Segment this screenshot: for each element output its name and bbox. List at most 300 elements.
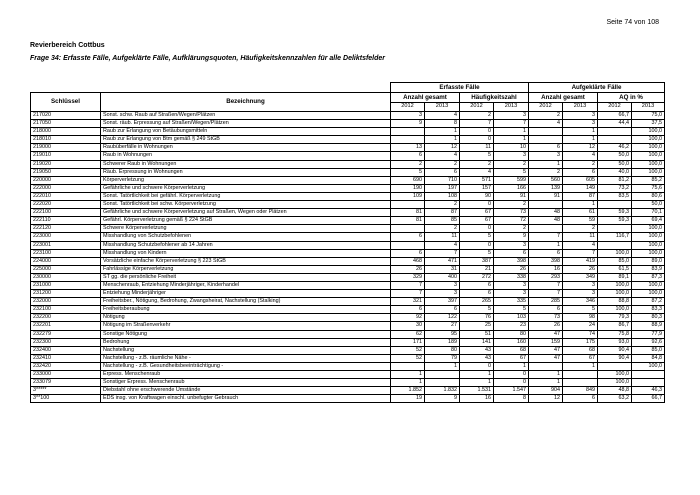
value-cell: 9 [425, 395, 460, 403]
table-row [31, 241, 665, 249]
value-cell: 26 [563, 265, 598, 273]
key-cell: 217050 [31, 120, 101, 128]
value-cell: 100,0 [632, 136, 665, 144]
value-cell: 849 [563, 387, 598, 395]
table-row [31, 168, 665, 176]
value-cell: 3 [425, 281, 460, 289]
value-cell: 92 [391, 314, 425, 322]
value-cell: 6 [529, 249, 563, 257]
table-row [31, 371, 665, 379]
value-cell: 1.531 [460, 387, 494, 395]
table-row [31, 322, 665, 330]
value-cell: 100,0 [632, 290, 665, 298]
value-cell: 5 [563, 306, 598, 314]
value-cell: 5 [460, 152, 494, 160]
description-cell: Sonst. räub. Erpressung auf Straßen/Wegen/Plätzen [101, 120, 391, 128]
table-row [31, 209, 665, 217]
value-cell: 73 [494, 209, 529, 217]
table-row [31, 379, 665, 387]
subheader-anzahl-aufgeklaert: Anzahl gesamt [529, 93, 598, 103]
key-cell: 232279 [31, 330, 101, 338]
value-cell: 285 [529, 298, 563, 306]
value-cell: 1 [460, 371, 494, 379]
value-cell: 27 [425, 322, 460, 330]
value-cell: 62 [391, 330, 425, 338]
key-cell: 223000 [31, 233, 101, 241]
value-cell: 43 [460, 354, 494, 362]
key-cell: 219010 [31, 152, 101, 160]
value-cell: 1 [460, 379, 494, 387]
value-cell: 335 [494, 298, 529, 306]
value-cell: 52 [391, 354, 425, 362]
value-cell: 599 [494, 176, 529, 184]
column-header-description: Bezeichnung [101, 93, 391, 112]
value-cell [598, 201, 632, 209]
year-header: 2013 [632, 103, 665, 112]
description-cell: Gefährliche und schwere Körperverletzung auf Straßen, Wegen oder Plätzen [101, 209, 391, 217]
value-cell: 80,6 [632, 192, 665, 200]
value-cell: 47 [529, 330, 563, 338]
value-cell: 0 [460, 136, 494, 144]
value-cell: 98 [563, 314, 598, 322]
value-cell: 59,3 [598, 217, 632, 225]
value-cell: 6 [563, 395, 598, 403]
value-cell: 166 [494, 184, 529, 192]
value-cell: 5 [460, 249, 494, 257]
description-cell: Schwerer Raub in Wohnungen [101, 160, 391, 168]
value-cell: 95 [425, 330, 460, 338]
value-cell: 77,9 [632, 330, 665, 338]
value-cell: 1.852 [391, 387, 425, 395]
value-cell: 2 [425, 225, 460, 233]
value-cell: 293 [529, 273, 563, 281]
description-cell: Freiheitsber., Nötigung, Bedrohung, Zwangsheirat, Nachstellung (Stalking) [101, 298, 391, 306]
value-cell: 3 [494, 281, 529, 289]
value-cell: 0 [494, 379, 529, 387]
value-cell: 4 [563, 152, 598, 160]
value-cell: 5 [460, 233, 494, 241]
value-cell: 397 [425, 298, 460, 306]
value-cell: 7 [391, 281, 425, 289]
key-cell: 222120 [31, 225, 101, 233]
key-cell: 233000 [31, 371, 101, 379]
value-cell: 139 [529, 184, 563, 192]
value-cell [529, 201, 563, 209]
value-cell: 21 [460, 265, 494, 273]
value-cell: 4 [529, 120, 563, 128]
value-cell: 2 [494, 225, 529, 233]
value-cell: 0 [494, 371, 529, 379]
description-cell: EDS insg. von Kraftwagen einschl. unbefugter Gebrauch [101, 395, 391, 403]
value-cell: 87,3 [632, 273, 665, 281]
value-cell: 86,7 [598, 322, 632, 330]
value-cell: 80,3 [632, 314, 665, 322]
value-cell: 100,0 [632, 128, 665, 136]
value-cell: 189 [425, 338, 460, 346]
value-cell: 560 [529, 176, 563, 184]
key-cell: 222110 [31, 217, 101, 225]
table-row [31, 160, 665, 168]
table-row [31, 281, 665, 289]
key-cell: 232420 [31, 362, 101, 370]
value-cell: 7 [563, 249, 598, 257]
group-header-erfasst: Erfasste Fälle [391, 83, 529, 93]
value-cell: 73,2 [598, 184, 632, 192]
value-cell: 70,1 [632, 209, 665, 217]
description-cell: Körperverletzung [101, 176, 391, 184]
description-cell: Raub zur Erlangung von Betäubungsmitteln [101, 128, 391, 136]
value-cell: 50,0 [598, 160, 632, 168]
value-cell: 5 [494, 168, 529, 176]
value-cell: 1 [529, 371, 563, 379]
value-cell [598, 241, 632, 249]
value-cell: 3 [425, 290, 460, 298]
value-cell: 90,4 [598, 346, 632, 354]
value-cell: 88,8 [598, 298, 632, 306]
value-cell: 2 [529, 168, 563, 176]
value-cell: 12 [425, 144, 460, 152]
key-cell: 231200 [31, 290, 101, 298]
value-cell: 30 [391, 322, 425, 330]
value-cell [598, 136, 632, 144]
value-cell: 83,3 [632, 306, 665, 314]
value-cell: 338 [494, 273, 529, 281]
region-title: Revierbereich Cottbus [30, 42, 105, 49]
value-cell [391, 225, 425, 233]
value-cell: 1 [425, 136, 460, 144]
value-cell: 47 [529, 354, 563, 362]
value-cell [391, 136, 425, 144]
description-cell: Vorsätzliche einfache Körperverletzung § 223 StGB [101, 257, 391, 265]
table-row [31, 120, 665, 128]
table-row [31, 249, 665, 257]
table-row [31, 233, 665, 241]
value-cell: 710 [425, 176, 460, 184]
value-cell: 68 [494, 346, 529, 354]
description-cell: Sonst. Tatörtlichkeit bei gefährl. Körperverletzung [101, 192, 391, 200]
description-cell: Gefährliche und schwere Körperverletzung [101, 184, 391, 192]
value-cell: 89,1 [598, 273, 632, 281]
value-cell: 100,0 [632, 152, 665, 160]
key-cell: 232400 [31, 346, 101, 354]
value-cell: 904 [529, 387, 563, 395]
table-row [31, 273, 665, 281]
description-cell: Misshandlung von Kindern [101, 249, 391, 257]
value-cell: 0 [460, 362, 494, 370]
value-cell: 1 [391, 371, 425, 379]
description-cell: Nötigung [101, 314, 391, 322]
value-cell: 92,6 [632, 338, 665, 346]
value-cell: 66,7 [632, 395, 665, 403]
description-cell: ST gg. die persönliche Freiheit [101, 273, 391, 281]
year-header: 2012 [391, 103, 425, 112]
table-row [31, 225, 665, 233]
description-cell: Nötigung im Straßenverkehr [101, 322, 391, 330]
year-header: 2012 [598, 103, 632, 112]
year-header: 2013 [425, 103, 460, 112]
value-cell: 90,4 [598, 354, 632, 362]
value-cell: 109 [391, 192, 425, 200]
value-cell: 81 [391, 217, 425, 225]
description-cell: Sonstiger Erpress. Menschenraub [101, 379, 391, 387]
description-cell: Raubüberfälle in Wohnungen [101, 144, 391, 152]
key-cell: 232100 [31, 306, 101, 314]
table-row [31, 192, 665, 200]
column-header-key: Schlüssel [31, 93, 101, 112]
description-cell: Entziehung Minderjähriger [101, 290, 391, 298]
value-cell: 6 [391, 306, 425, 314]
group-header-aufgeklaert: Aufgeklärte Fälle [529, 83, 665, 93]
value-cell: 1.547 [494, 387, 529, 395]
table-row [31, 338, 665, 346]
description-cell: Raub zur Erlangung von Btm gemäß § 249 StGB [101, 136, 391, 144]
value-cell [391, 241, 425, 249]
value-cell: 100,0 [598, 281, 632, 289]
value-cell: 175 [563, 338, 598, 346]
value-cell: 6 [529, 306, 563, 314]
value-cell: 61,5 [598, 265, 632, 273]
value-cell: 2 [563, 160, 598, 168]
value-cell: 471 [425, 257, 460, 265]
value-cell: 87,2 [632, 298, 665, 306]
value-cell: 265 [460, 298, 494, 306]
table-row [31, 112, 665, 120]
key-cell: 225000 [31, 265, 101, 273]
value-cell: 6 [494, 249, 529, 257]
year-header: 2013 [494, 103, 529, 112]
value-cell: 51 [460, 330, 494, 338]
value-cell: 1 [425, 128, 460, 136]
value-cell: 46,2 [598, 144, 632, 152]
description-cell: Misshandlung von Schutzbefohlenen [101, 233, 391, 241]
value-cell: 88,9 [632, 322, 665, 330]
value-cell: 1 [391, 379, 425, 387]
value-cell: 85 [425, 217, 460, 225]
table-row [31, 290, 665, 298]
value-cell: 83,5 [598, 192, 632, 200]
value-cell: 1.832 [425, 387, 460, 395]
value-cell: 1 [425, 362, 460, 370]
value-cell: 171 [391, 338, 425, 346]
value-cell: 100,0 [598, 306, 632, 314]
value-cell: 1 [563, 362, 598, 370]
value-cell: 321 [391, 298, 425, 306]
table-row [31, 298, 665, 306]
value-cell: 46,3 [632, 387, 665, 395]
value-cell: 48,8 [598, 387, 632, 395]
description-cell: Sonst. schw. Raub auf Straßen/Wegen/Plätzen [101, 112, 391, 120]
value-cell: 48 [529, 217, 563, 225]
table-row [31, 346, 665, 354]
value-cell: 0 [460, 201, 494, 209]
value-cell: 7 [529, 233, 563, 241]
table-row [31, 257, 665, 265]
value-cell: 100,0 [598, 249, 632, 257]
value-cell: 6 [391, 249, 425, 257]
value-cell: 85,0 [598, 257, 632, 265]
value-cell: 8 [425, 120, 460, 128]
value-cell: 3 [494, 290, 529, 298]
key-cell: 219000 [31, 144, 101, 152]
value-cell: 37,5 [632, 120, 665, 128]
value-cell: 2 [460, 160, 494, 168]
value-cell: 67 [563, 354, 598, 362]
key-cell: 217020 [31, 112, 101, 120]
description-cell: Erpress. Menschenraub [101, 371, 391, 379]
value-cell: 100,0 [598, 371, 632, 379]
value-cell: 349 [563, 273, 598, 281]
value-cell: 76 [460, 314, 494, 322]
key-cell: 3**100 [31, 395, 101, 403]
year-header: 2013 [563, 103, 598, 112]
value-cell: 59,3 [598, 209, 632, 217]
value-cell: 7 [391, 290, 425, 298]
key-cell: 222020 [31, 201, 101, 209]
table-row [31, 395, 665, 403]
value-cell: 93,0 [598, 338, 632, 346]
description-cell: Fahrlässige Körperverletzung [101, 265, 391, 273]
value-cell: 159 [529, 338, 563, 346]
description-cell: Nachstellung - z.B. Gesundheitsbeeinträchtigung - [101, 362, 391, 370]
key-cell: 222100 [31, 209, 101, 217]
page-number: Seite 74 von 108 [606, 19, 659, 26]
key-cell: 231000 [31, 281, 101, 289]
description-cell: Gefährl. Körperverletzung gemäß § 224 StGB [101, 217, 391, 225]
value-cell: 0 [460, 241, 494, 249]
table-row [31, 128, 665, 136]
value-cell: 1 [494, 136, 529, 144]
description-cell: Freiheitsberaubung [101, 306, 391, 314]
value-cell [529, 362, 563, 370]
value-cell: 9 [391, 120, 425, 128]
value-cell: 26 [494, 265, 529, 273]
value-cell [632, 371, 665, 379]
value-cell [391, 362, 425, 370]
value-cell: 468 [391, 257, 425, 265]
description-cell: Raub in Wohnungen [101, 152, 391, 160]
value-cell: 2 [529, 112, 563, 120]
description-cell: Sonstige Nötigung [101, 330, 391, 338]
value-cell: 6 [391, 152, 425, 160]
value-cell [529, 136, 563, 144]
value-cell: 66,7 [598, 112, 632, 120]
key-cell: 3***** [31, 387, 101, 395]
key-cell: 232410 [31, 354, 101, 362]
value-cell [563, 379, 598, 387]
value-cell: 4 [425, 241, 460, 249]
value-cell: 81,2 [598, 176, 632, 184]
value-cell: 16 [460, 395, 494, 403]
value-cell: 272 [460, 273, 494, 281]
value-cell: 5 [460, 306, 494, 314]
value-cell: 67 [494, 354, 529, 362]
value-cell: 85,0 [632, 346, 665, 354]
key-cell: 232201 [31, 322, 101, 330]
value-cell: 7 [460, 120, 494, 128]
value-cell: 4 [425, 112, 460, 120]
key-cell: 223100 [31, 249, 101, 257]
value-cell: 3 [563, 281, 598, 289]
value-cell: 100,0 [632, 362, 665, 370]
table-row [31, 362, 665, 370]
key-cell: 218000 [31, 128, 101, 136]
value-cell: 100,0 [632, 144, 665, 152]
value-cell: 3 [494, 152, 529, 160]
value-cell: 52 [391, 346, 425, 354]
value-cell: 108 [425, 192, 460, 200]
description-cell: Misshandlung Schutzbefohlener ab 14 Jahren [101, 241, 391, 249]
value-cell: 0 [460, 225, 494, 233]
table-row [31, 152, 665, 160]
key-cell: 219020 [31, 160, 101, 168]
value-cell: 1 [529, 379, 563, 387]
value-cell: 3 [494, 112, 529, 120]
value-cell: 5 [494, 306, 529, 314]
value-cell: 72 [494, 217, 529, 225]
table-row [31, 144, 665, 152]
value-cell: 13 [391, 144, 425, 152]
value-cell [391, 128, 425, 136]
value-cell: 4 [460, 168, 494, 176]
value-cell: 4 [425, 152, 460, 160]
description-cell: Bedrohung [101, 338, 391, 346]
value-cell: 75,8 [598, 330, 632, 338]
year-header: 2012 [460, 103, 494, 112]
value-cell: 3 [563, 290, 598, 298]
key-cell: 222010 [31, 192, 101, 200]
value-cell: 74 [563, 330, 598, 338]
subheader-aq: AQ in % [598, 93, 665, 103]
value-cell: 16 [529, 265, 563, 273]
value-cell: 103 [494, 314, 529, 322]
value-cell: 419 [563, 257, 598, 265]
value-cell: 75,0 [632, 112, 665, 120]
value-cell: 23 [494, 322, 529, 330]
value-cell: 3 [529, 152, 563, 160]
value-cell: 6 [425, 168, 460, 176]
value-cell: 26 [529, 322, 563, 330]
value-cell: 116,7 [598, 233, 632, 241]
value-cell: 12 [563, 144, 598, 152]
value-cell [425, 379, 460, 387]
value-cell: 5 [391, 168, 425, 176]
key-cell: 224000 [31, 257, 101, 265]
value-cell: 1 [563, 201, 598, 209]
value-cell: 4 [563, 241, 598, 249]
value-cell: 1 [563, 128, 598, 136]
value-cell: 7 [529, 281, 563, 289]
value-cell: 85,2 [632, 176, 665, 184]
value-cell: 100,0 [632, 168, 665, 176]
value-cell: 7 [494, 120, 529, 128]
value-cell: 2 [425, 201, 460, 209]
subheader-anzahl-erfasst: Anzahl gesamt [391, 93, 460, 103]
value-cell: 31 [425, 265, 460, 273]
value-cell: 90 [460, 192, 494, 200]
value-cell: 2 [460, 112, 494, 120]
value-cell [598, 362, 632, 370]
key-cell: 233079 [31, 379, 101, 387]
value-cell: 19 [391, 395, 425, 403]
statistics-table [30, 82, 665, 403]
value-cell: 67 [460, 209, 494, 217]
value-cell: 100,0 [598, 290, 632, 298]
value-cell: 1 [529, 241, 563, 249]
table-row [31, 387, 665, 395]
value-cell: 7 [529, 290, 563, 298]
value-cell [529, 128, 563, 136]
value-cell: 80 [494, 330, 529, 338]
